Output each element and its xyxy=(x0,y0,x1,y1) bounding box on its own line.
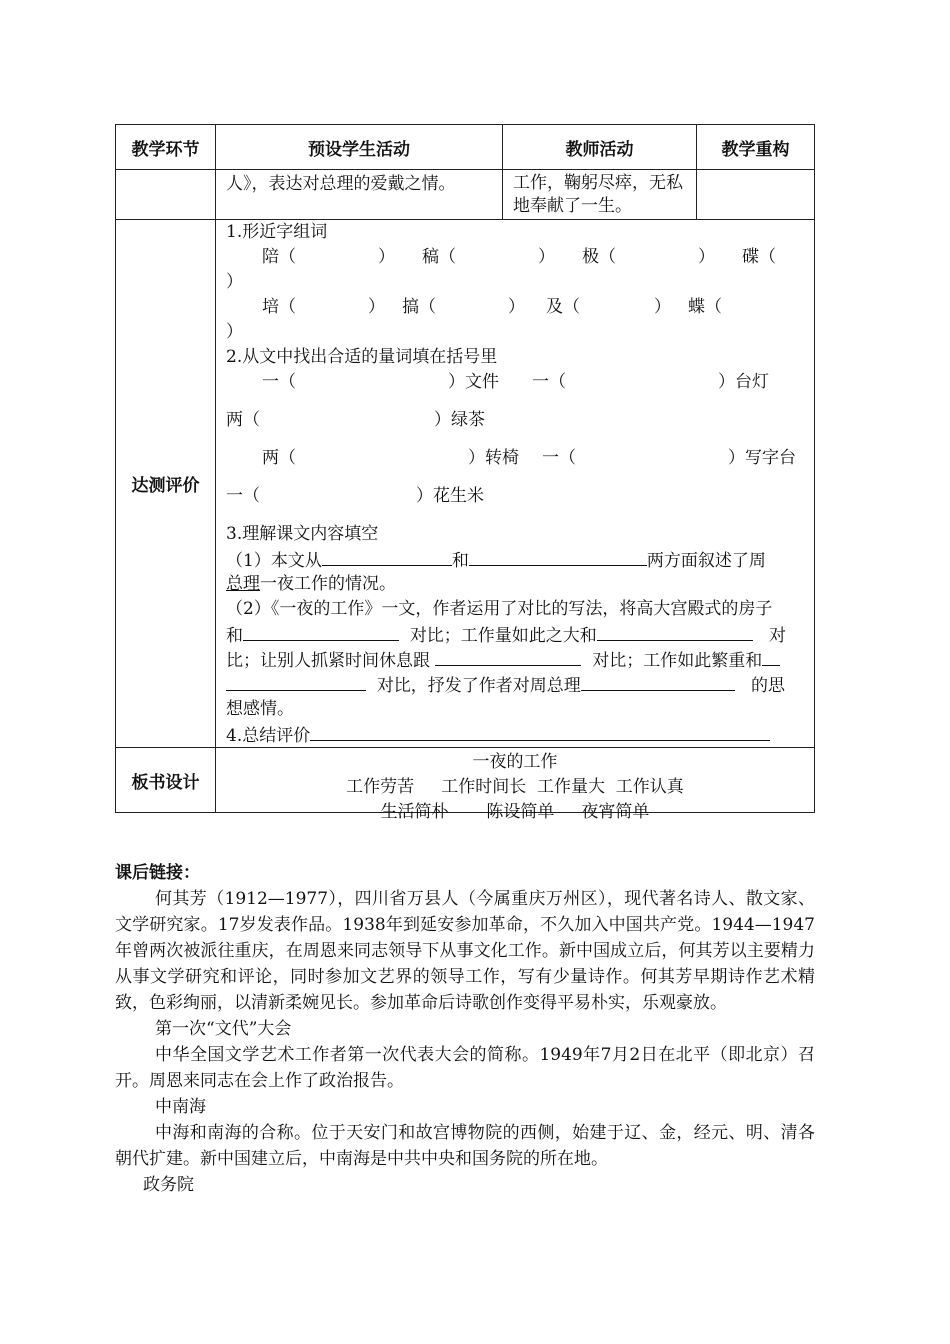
text: 两方面叙述了周 xyxy=(646,551,766,571)
question-1-wrap xyxy=(226,320,804,345)
blank-close: ） xyxy=(538,247,555,267)
question-2-title: 2.从文中找出合适的量词填在括号里 xyxy=(226,347,498,367)
reconstruction-cell-empty xyxy=(697,170,815,220)
question-3-item-1-cont xyxy=(226,572,804,597)
blank-close: ）绿茶 xyxy=(434,410,485,430)
blank-label: 培（ xyxy=(262,297,296,317)
stage-cell-empty xyxy=(116,170,216,220)
answer-blank[interactable] xyxy=(322,547,452,566)
blank-label: 两（ xyxy=(262,448,296,468)
board-title: 一夜的工作 xyxy=(472,752,558,772)
question-3-title: 3.理解课文内容填空 xyxy=(226,524,379,544)
blank-label: 及（ xyxy=(546,297,580,317)
text: 比；让别人抓紧时间休息跟 xyxy=(226,651,430,671)
lesson-table xyxy=(115,124,815,822)
header-student-activity: 预设学生活动 xyxy=(216,125,503,170)
blank-label: 一（ xyxy=(532,372,566,392)
paragraph: 何其芳（1912—1977），四川省万县人（今属重庆万州区），现代著名诗人、散文家、文学研究家。17岁发表作品。1938年到延安参加革命，不久加入中国共产党。1944—1947年曾两次被派往重庆，在周恩来同志领导下从事文化工作。新中国成立后，何其芳以主要精力从事文学研究和评论，同时参加文艺界的领导工作，写有少量诗作。何其芳早期诗作艺术精致，色彩绚丽，以清新柔婉见长。参加革命后诗歌创作变得平易朴实，乐观豪放。 xyxy=(115,889,815,1013)
question-1-title: 1.形近字组词 xyxy=(226,222,328,242)
question-3-item-2-cont: 想感情。 xyxy=(226,699,294,719)
blank-close: ） xyxy=(698,247,715,267)
blank-close: ） xyxy=(508,297,525,317)
blank-label: 极（ xyxy=(582,247,616,267)
blank-close: ） xyxy=(226,272,243,292)
answer-blank[interactable] xyxy=(435,647,581,666)
board-line: 工作劳苦 工作时间长 工作量大 工作认真 xyxy=(346,777,684,797)
text: 对比；工作量如此之大和 xyxy=(409,626,597,646)
table-row xyxy=(116,170,815,220)
blank-close: ） xyxy=(226,322,243,342)
section-heading: 课后链接： xyxy=(115,863,200,883)
assessment-cell xyxy=(216,220,815,748)
paragraph: 中华全国文学艺术工作者第一次代表大会的简称。1949年7月2日在北平（即北京）召开。周恩来同志在会上作了政治报告。 xyxy=(115,1045,815,1091)
blank-close: ） xyxy=(368,297,385,317)
question-1-row xyxy=(226,245,804,270)
question-1-wrap xyxy=(226,270,804,295)
question-3-item-1 xyxy=(226,547,804,572)
text: 4.总结评价 xyxy=(226,726,311,746)
subheading: 中南海 xyxy=(155,1097,206,1117)
stage-label-board: 板书设计 xyxy=(116,748,216,813)
answer-blank[interactable] xyxy=(243,622,399,641)
question-1-row xyxy=(226,295,804,320)
student-activity-text: 人》，表达对总理的爱戴之情。 xyxy=(226,174,456,194)
text: 的思 xyxy=(751,676,786,696)
question-2-row xyxy=(226,484,804,522)
table-header-row xyxy=(116,125,815,170)
text: 对 xyxy=(769,626,787,646)
teacher-activity-line: 地奉献了一生。 xyxy=(513,196,632,216)
subheading: 政务院 xyxy=(143,1175,194,1195)
answer-blank[interactable] xyxy=(597,622,753,641)
blank-close: ）转椅 xyxy=(468,448,519,468)
answer-blank[interactable] xyxy=(581,672,735,691)
blank-label: 搞（ xyxy=(402,297,436,317)
question-2-row xyxy=(226,446,804,484)
answer-blank[interactable] xyxy=(226,672,366,691)
text: 对比，抒发了作者对周总理 xyxy=(376,676,581,696)
board-design-cell xyxy=(216,748,815,822)
board-line: 生活简朴 陈设简单 夜宵简单 xyxy=(380,802,650,822)
paragraph: 中海和南海的合称。位于天安门和故宫博物院的西侧，始建于辽、金，经元、明、清各朝代扩建。新中国建立后，中南海是中共中央和国务院的所在地。 xyxy=(115,1123,815,1169)
blank-close: ）写字台 xyxy=(728,448,796,468)
question-2-row xyxy=(226,408,804,446)
subheading: 第一次“文代”大会 xyxy=(155,1019,292,1039)
blank-close: ） xyxy=(654,297,671,317)
header-teacher-activity: 教师活动 xyxy=(503,125,697,170)
question-3-item-2-cont xyxy=(226,647,804,672)
answer-blank[interactable] xyxy=(469,547,647,566)
answer-blank[interactable] xyxy=(762,647,780,666)
table-row xyxy=(116,220,815,748)
text: （1）本文从 xyxy=(226,551,322,571)
blank-label: 稿（ xyxy=(422,247,456,267)
blank-label: 陪（ xyxy=(262,247,296,267)
blank-label: 一（ xyxy=(226,486,260,506)
question-3-item-2-cont xyxy=(226,672,804,697)
blank-label: 一（ xyxy=(262,372,296,392)
text: 总理 xyxy=(226,574,260,594)
blank-label: 两（ xyxy=(226,410,260,430)
blank-label: 碟（ xyxy=(742,247,776,267)
blank-close: ）台灯 xyxy=(718,372,769,392)
teacher-activity-line: 工作，鞠躬尽瘁，无私 xyxy=(513,173,683,193)
after-class-links xyxy=(115,860,815,1198)
table-row xyxy=(116,748,815,813)
student-activity-cell xyxy=(216,170,503,220)
blank-close: ）文件 xyxy=(448,372,499,392)
question-4 xyxy=(226,722,804,747)
text: 对比；工作如此繁重和 xyxy=(592,651,763,671)
blank-close: ）花生米 xyxy=(416,486,484,506)
question-2-row xyxy=(226,370,804,408)
question-3-item-2: （2）《一夜的工作》一文，作者运用了对比的写法，将高大宫殿式的房子 xyxy=(226,599,773,619)
text: 和 xyxy=(226,626,243,646)
teacher-activity-cell xyxy=(503,170,697,220)
blank-close: ） xyxy=(378,247,395,267)
blank-label: 蝶（ xyxy=(688,297,722,317)
text: 和 xyxy=(451,551,469,571)
text: 一夜工作的情况。 xyxy=(260,574,396,594)
header-stage: 教学环节 xyxy=(116,125,216,170)
question-3-item-2-cont xyxy=(226,622,804,647)
stage-label-assessment: 达测评价 xyxy=(116,220,216,748)
blank-label: 一（ xyxy=(542,448,576,468)
header-reconstruction: 教学重构 xyxy=(697,125,815,170)
answer-blank[interactable] xyxy=(310,722,770,741)
